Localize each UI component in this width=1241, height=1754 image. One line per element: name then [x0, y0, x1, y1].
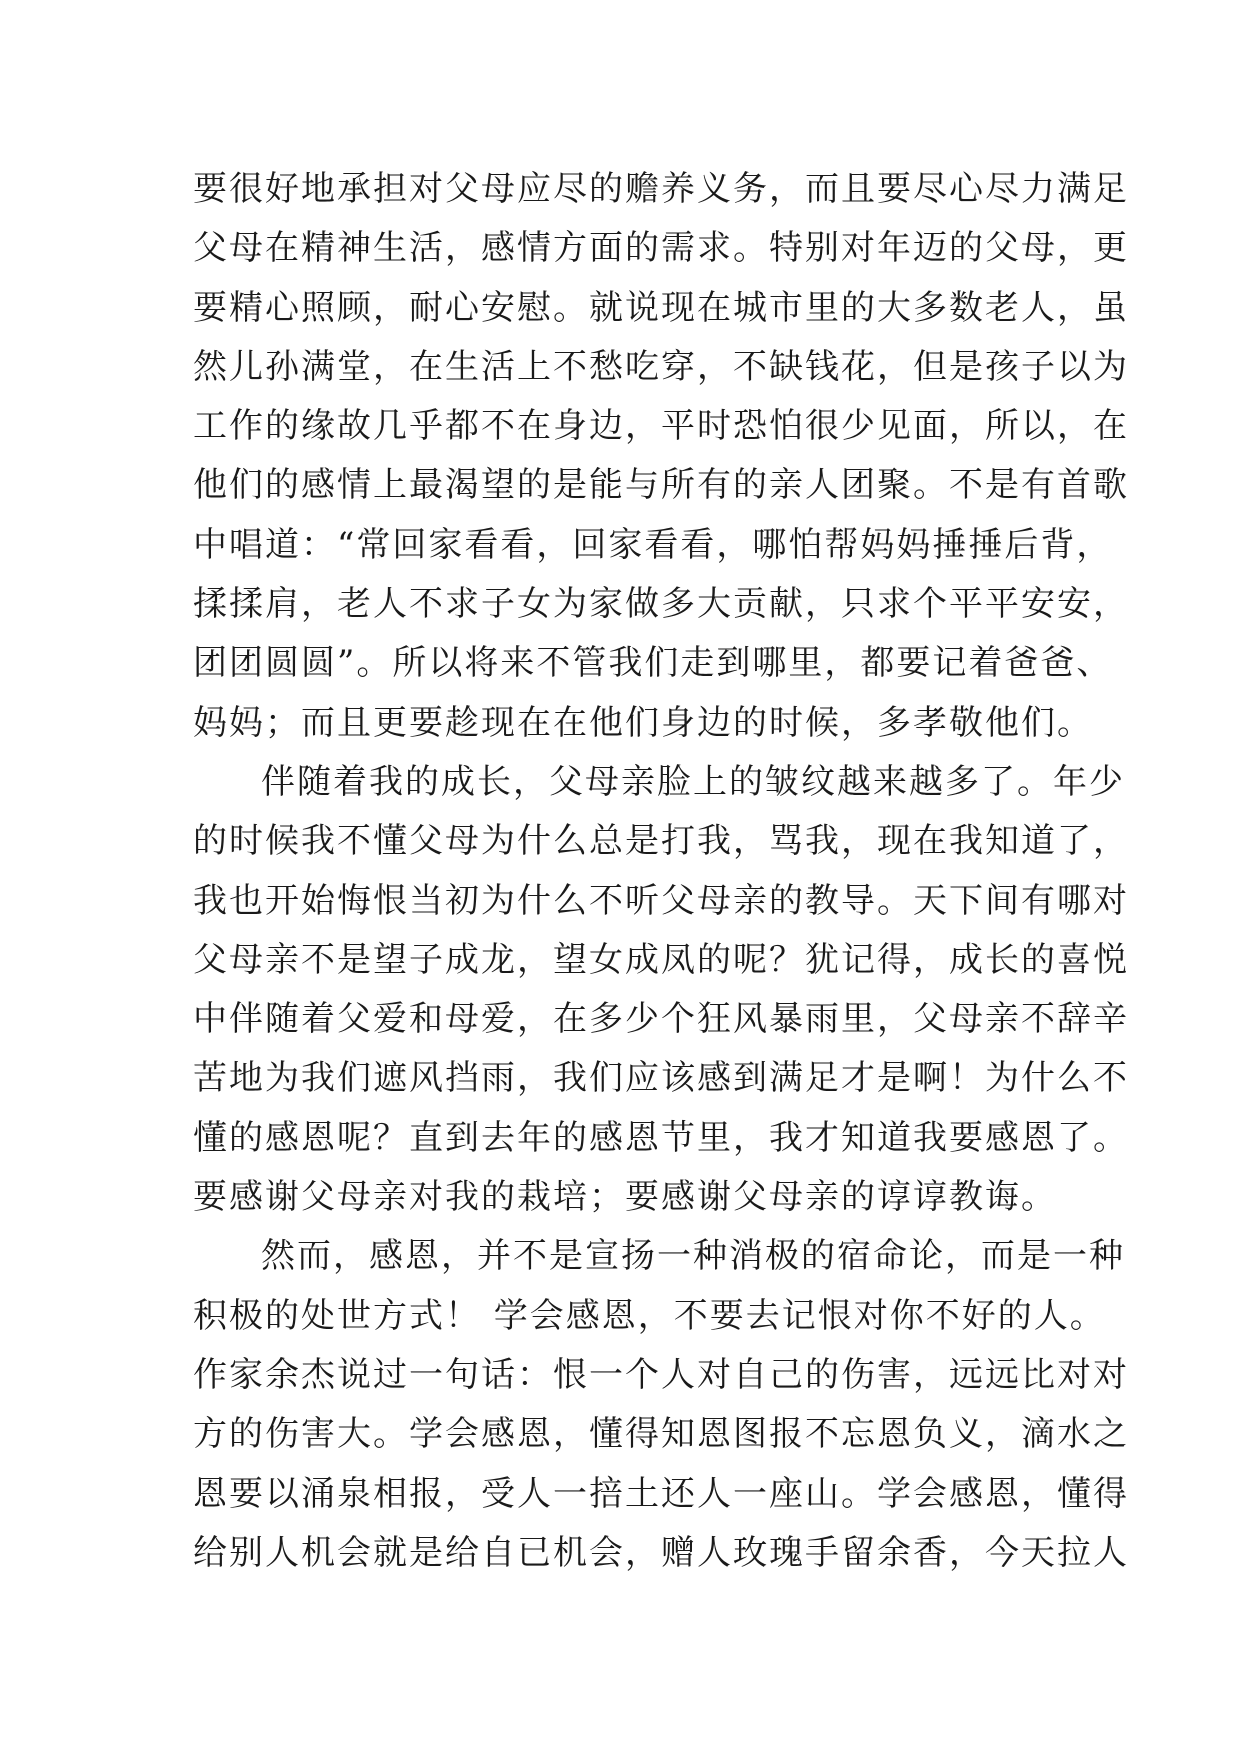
text-line: 团团圆圆”。所以将来不管我们走到哪里，都要记着爸爸、	[193, 643, 1113, 684]
text-line: 工作的缘故几乎都不在身边，平时恐怕很少见面，所以，在	[193, 406, 1129, 447]
text-line: 要很好地承担对父母应尽的赡养义务，而且要尽心尽力满足	[193, 169, 1129, 209]
body-text	[193, 160, 1129, 1583]
text-line: 中伴随着父爱和母爱，在多少个狂风暴雨里，父母亲不辞辛	[193, 999, 1129, 1040]
text-line: 要感谢父母亲对我的栽培；要感谢父母亲的谆谆教诲。	[193, 1177, 1057, 1218]
text-line: 给别人机会就是给自已机会，赠人玫瑰手留余香，今天拉人	[193, 1532, 1129, 1573]
text-line: 积极的处世方式！ 学会感恩，不要去记恨对你不好的人。	[193, 1295, 1106, 1336]
text-line: 然而，感恩，并不是宣扬一种消极的宿命论，而是一种	[261, 1236, 1125, 1277]
text-line: 懂的感恩呢？直到去年的感恩节里，我才知道我要感恩了。	[193, 1117, 1129, 1158]
text-line: 然儿孙满堂，在生活上不愁吃穿，不缺钱花，但是孩子以为	[193, 346, 1129, 387]
text-line: 苦地为我们遮风挡雨，我们应该感到满足才是啊！为什么不	[193, 1058, 1129, 1099]
text-line: 父母在精神生活，感情方面的需求。特别对年迈的父母，更	[193, 228, 1129, 269]
text-line: 方的伤害大。学会感恩，懂得知恩图报不忘恩负义，滴水之	[193, 1414, 1129, 1455]
text-line: 伴随着我的成长，父母亲脸上的皱纹越来越多了。年少	[261, 761, 1125, 802]
text-line: 我也开始悔恨当初为什么不听父母亲的教导。天下间有哪对	[193, 880, 1129, 921]
text-line: 他们的感情上最渴望的是能与所有的亲人团聚。不是有首歌	[193, 465, 1129, 506]
text-line: 的时候我不懂父母为什么总是打我，骂我，现在我知道了，	[193, 821, 1129, 862]
text-line: 揉揉肩，老人不求子女为家做多大贡献，只求个平平安安，	[193, 584, 1129, 625]
text-line: 中唱道：“常回家看看，回家看看，哪怕帮妈妈捶捶后背，	[193, 524, 1113, 565]
text-line: 作家余杰说过一句话：恨一个人对自己的伤害，远远比对对	[193, 1354, 1129, 1395]
text-line: 恩要以涌泉相报，受人一掊土还人一座山。学会感恩，懂得	[193, 1473, 1129, 1514]
text-line: 要精心照顾，耐心安慰。就说现在城市里的大多数老人，虽	[193, 287, 1129, 328]
text-line: 父母亲不是望子成龙，望女成凤的呢？犹记得，成长的喜悦	[193, 939, 1129, 980]
text-line: 妈妈；而且更要趁现在在他们身边的时候，多孝敬他们。	[193, 702, 1093, 743]
